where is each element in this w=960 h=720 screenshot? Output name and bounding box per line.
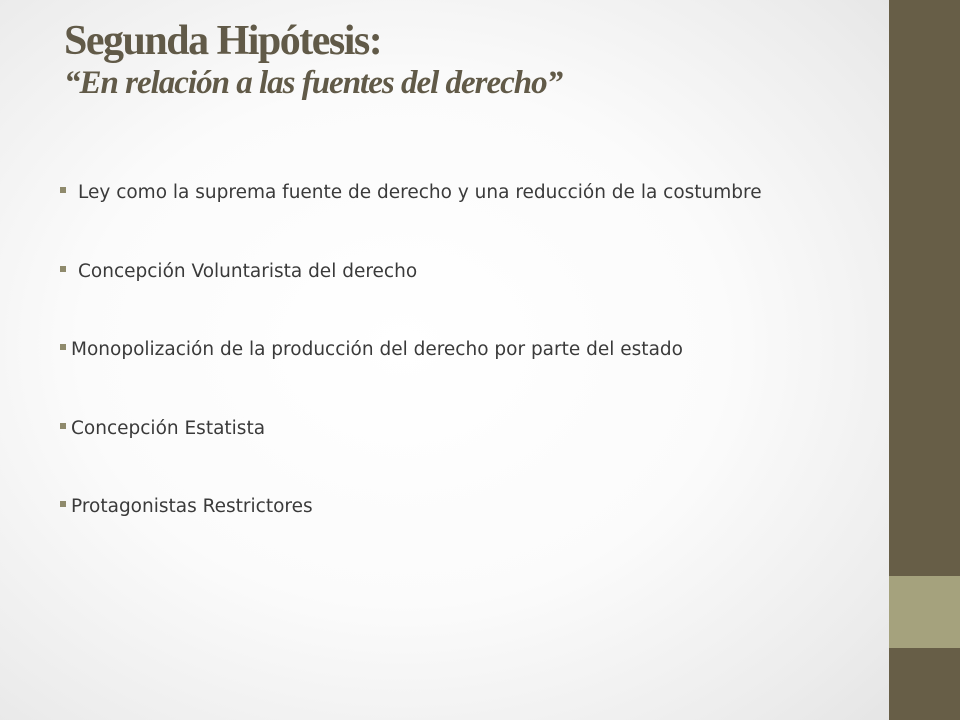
bullet-item xyxy=(60,257,880,287)
square-bullet-icon xyxy=(60,423,66,429)
bullet-item xyxy=(60,492,880,522)
bullet-item xyxy=(60,414,880,444)
sidebar-top-band xyxy=(889,0,960,576)
square-bullet-icon xyxy=(60,344,66,350)
sidebar-accent-band xyxy=(889,576,960,648)
bullet-text: Ley como la suprema fuente de derecho y una reducción de la costumbre xyxy=(78,182,762,203)
bullet-text: Monopolización de la producción del derecho por parte del estado xyxy=(71,339,683,360)
sidebar-bottom-band xyxy=(889,648,960,720)
bullet-text: Protagonistas Restrictores xyxy=(71,496,313,517)
bullet-item xyxy=(60,178,880,208)
bullet-list xyxy=(60,178,880,571)
square-bullet-icon xyxy=(60,187,66,193)
slide-subtitle: “En relación a las fuentes del derecho” xyxy=(64,65,563,101)
bullet-text: Concepción Voluntarista del derecho xyxy=(78,260,418,282)
bullet-text: Concepción Estatista xyxy=(71,417,266,439)
slide-title: Segunda Hipótesis: xyxy=(64,18,382,64)
bullet-item xyxy=(60,335,880,365)
slide-title-block xyxy=(64,20,874,100)
square-bullet-icon xyxy=(60,266,66,272)
square-bullet-icon xyxy=(60,501,66,507)
